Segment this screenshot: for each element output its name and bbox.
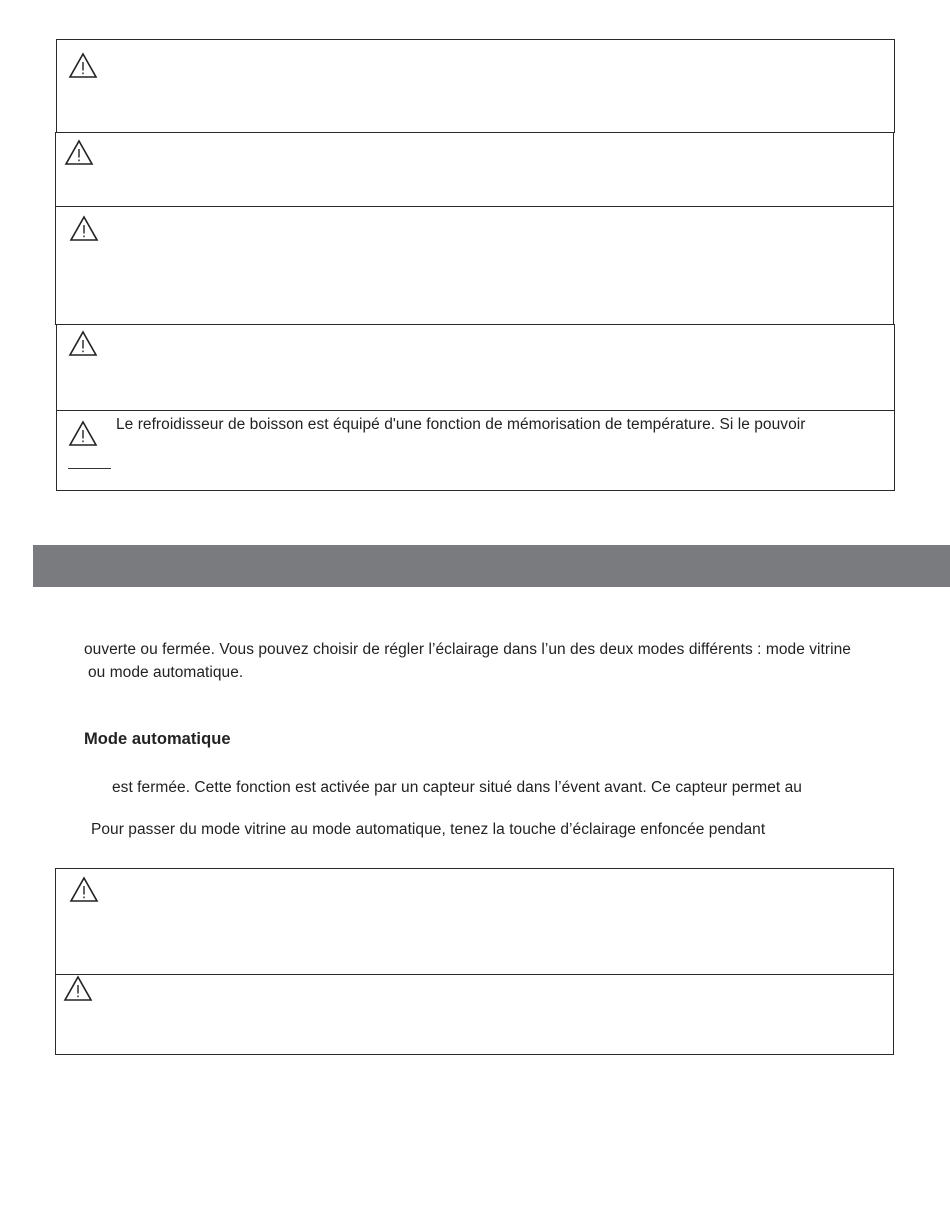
warning-box-3 [55,206,894,325]
underline-divider [68,468,111,469]
warning-box-7 [55,974,894,1055]
lighting-modes-line-2: ou mode automatique. [88,664,244,681]
warning-triangle-icon [69,876,99,903]
warning-box-1 [56,39,895,133]
section-header-bar [33,545,950,587]
warning-triangle-icon [69,215,99,242]
warning-triangle-icon [68,330,98,357]
auto-mode-heading: Mode automatique [84,730,231,748]
warning-box-4 [56,324,895,411]
warning-triangle-icon [68,52,98,79]
warning-box-5 [56,410,895,491]
warning-box-2 [55,132,894,207]
warning-triangle-icon [64,139,94,166]
memory-function-text: Le refroidisseur de boisson est équipé d'une fonction de mémorisation de température. Si le pouvoir [116,416,806,433]
lighting-modes-line-1: ouverte ou fermée. Vous pouvez choisir de régler l’éclairage dans l’un des deux modes différents : mode vitrine [84,641,851,658]
switch-mode-instruction: Pour passer du mode vitrine au mode automatique, tenez la touche d’éclairage enfoncée pendant [91,821,766,838]
warning-triangle-icon [68,420,98,447]
auto-mode-description: est fermée. Cette fonction est activée par un capteur situé dans l’évent avant. Ce capteur permet au [112,779,802,796]
warning-box-6 [55,868,894,975]
warning-triangle-icon [63,975,93,1002]
